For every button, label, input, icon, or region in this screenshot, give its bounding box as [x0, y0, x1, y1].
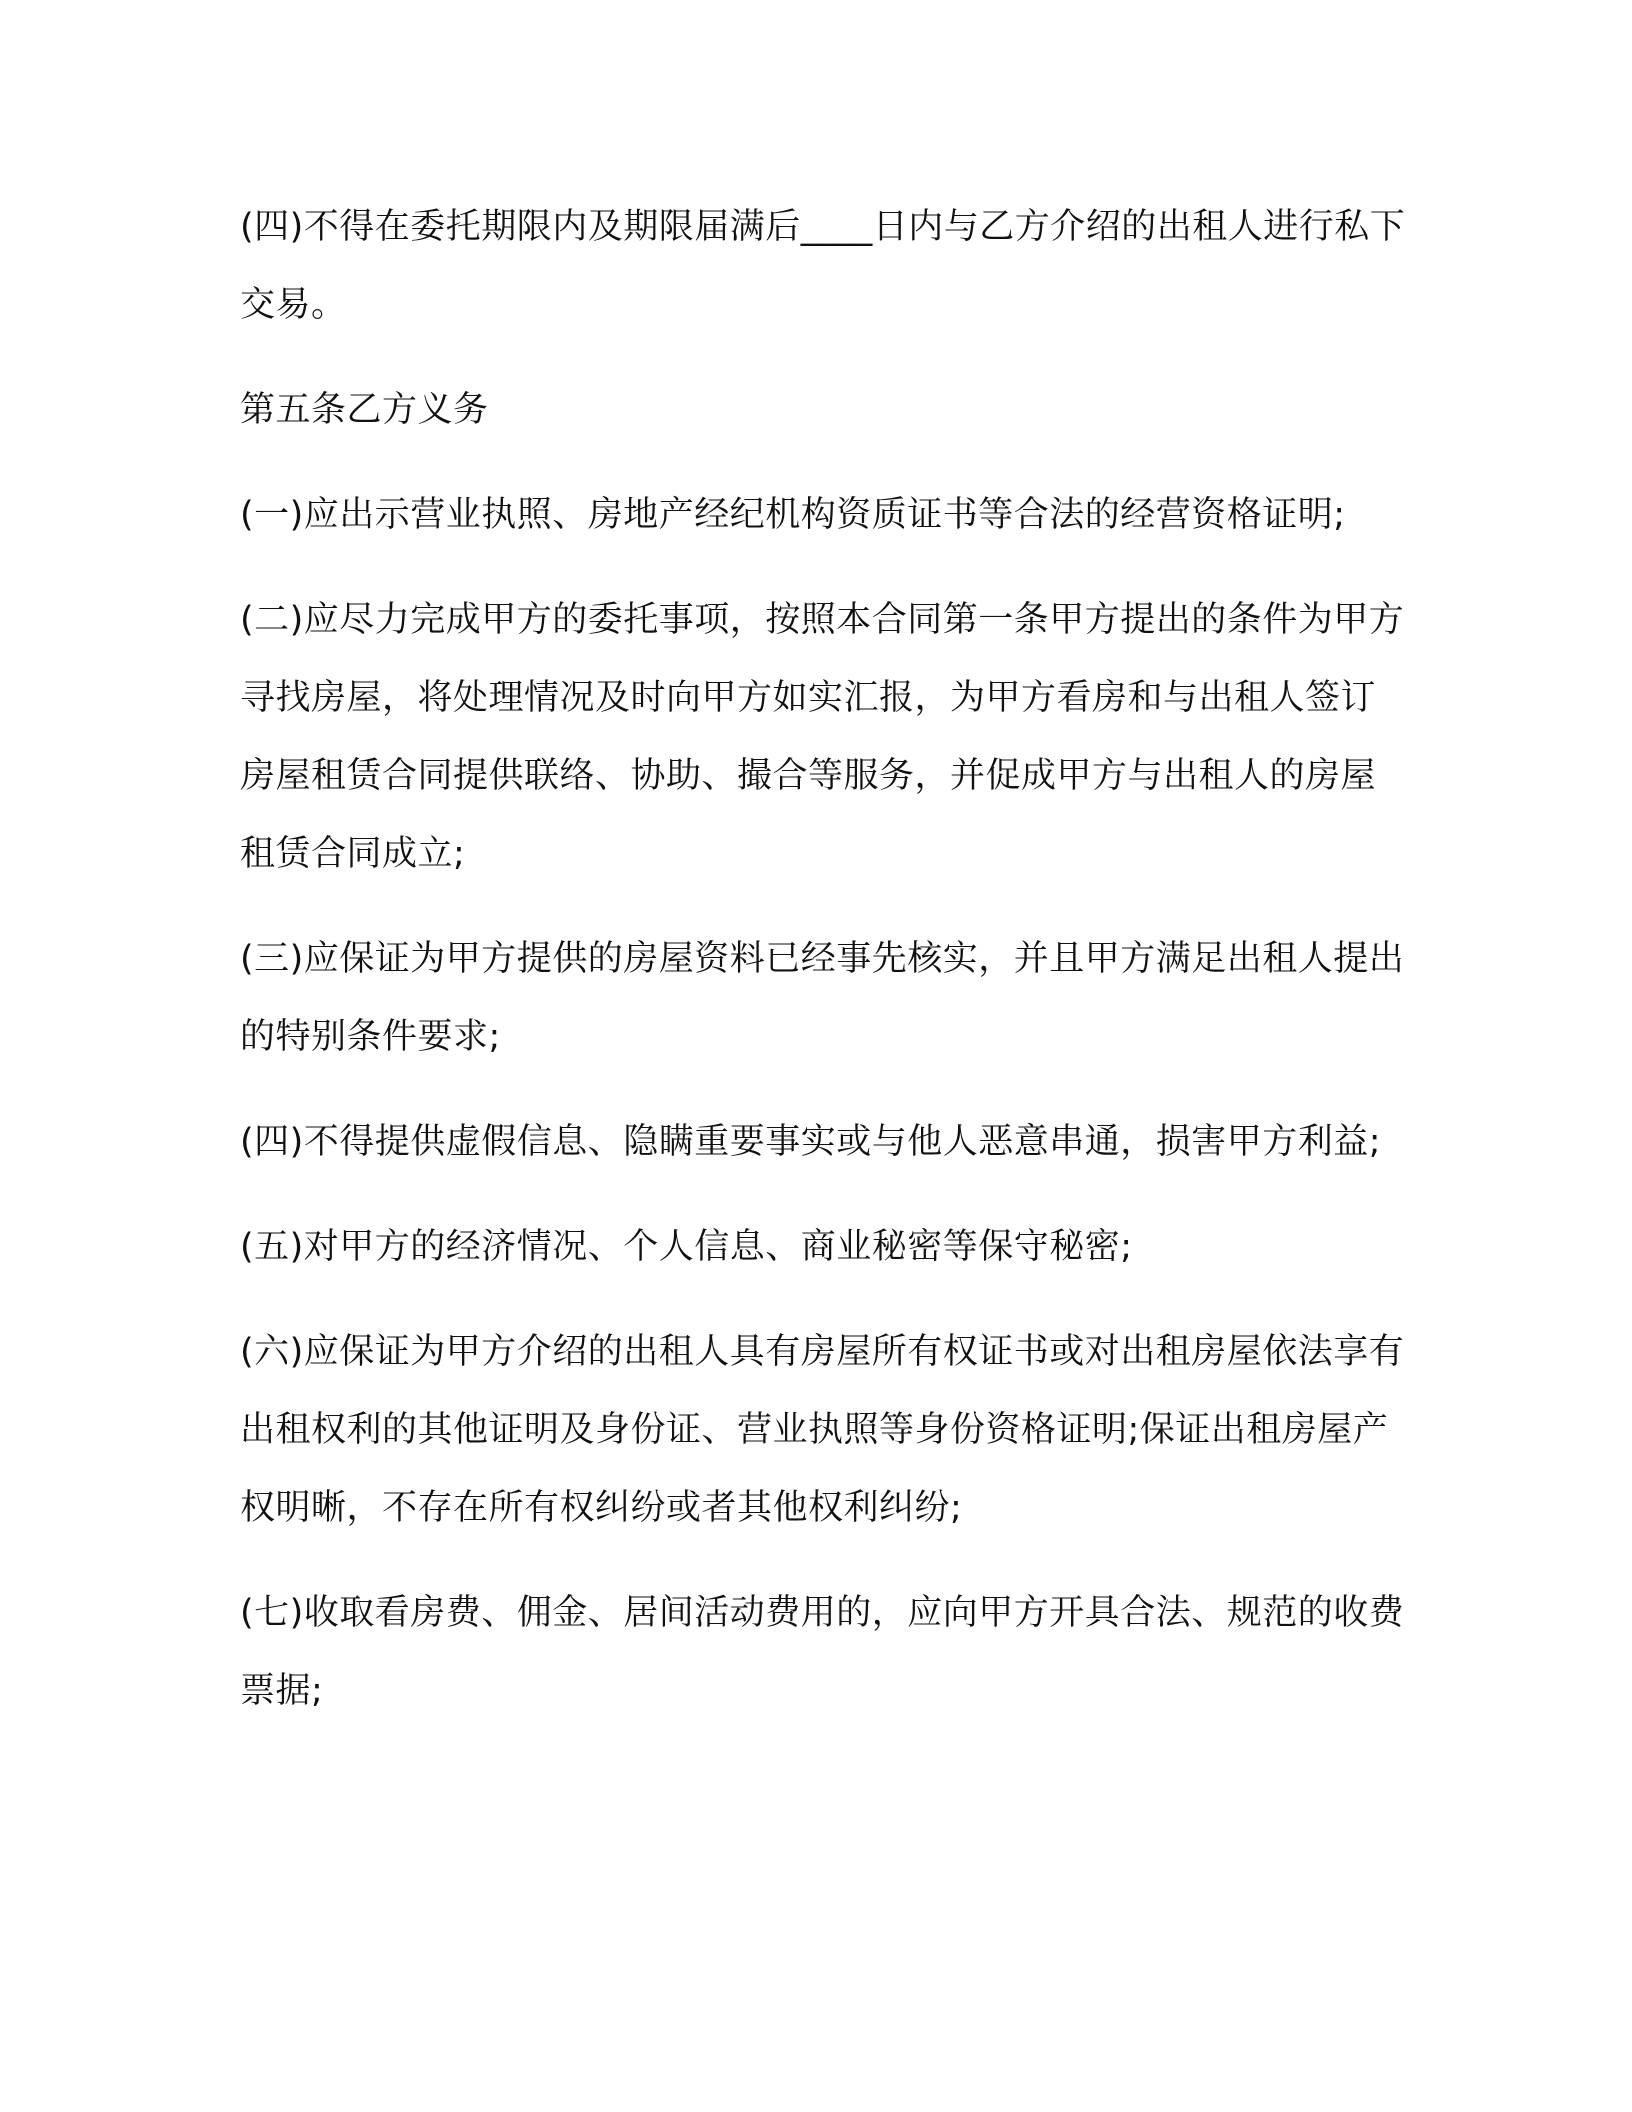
obligation-7: (七)收取看房费、佣金、居间活动费用的，应向甲方开具合法、规范的收费票据;: [240, 1593, 1405, 1711]
document-body: [240, 188, 1410, 1757]
obligation-5: (五)对甲方的经济情况、个人信息、商业秘密等保守秘密;: [240, 1227, 1133, 1267]
obligation-3: (三)应保证为甲方提供的房屋资料已经事先核实，并且甲方满足出租人提出的特别条件要求;: [240, 939, 1405, 1057]
obligation-2: (二)应尽力完成甲方的委托事项，按照本合同第一条甲方提出的条件为甲方寻找房屋，将处理情况及时向甲方如实汇报，为甲方看房和与出租人签订房屋租赁合同提供联络、协助、撮合等服务，并促成甲方与出租人的房屋租赁合同成立;: [240, 600, 1405, 874]
obligation-4: (四)不得提供虚假信息、隐瞒重要事实或与他人恶意串通，损害甲方利益;: [240, 1122, 1382, 1162]
obligation-6: (六)应保证为甲方介绍的出租人具有房屋所有权证书或对出租房屋依法享有出租权利的其他证明及身份证、营业执照等身份资格证明;保证出租房屋产权明晰，不存在所有权纠纷或者其他权利纠纷;: [240, 1332, 1405, 1528]
clause-4-no-private-deal: (四)不得在委托期限内及期限届满后____日内与乙方介绍的出租人进行私下交易。: [240, 207, 1406, 325]
article-5-heading: 第五条乙方义务: [240, 390, 489, 430]
obligation-1: (一)应出示营业执照、房地产经纪机构资质证书等合法的经营资格证明;: [240, 495, 1346, 535]
